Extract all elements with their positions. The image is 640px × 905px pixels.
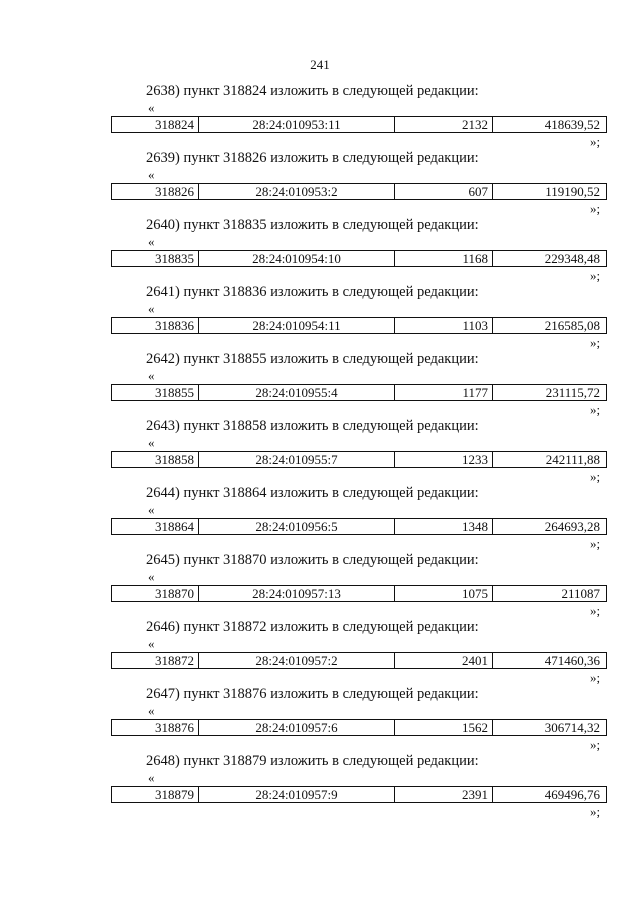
entry-heading: 2638) пункт 318824 изложить в следующей редакции: — [146, 83, 479, 99]
entry — [0, 753, 640, 820]
point-number-cell: 318879 — [112, 787, 199, 802]
area-cell: 2391 — [395, 787, 493, 802]
value-cell: 264693,28 — [544, 519, 600, 534]
value-cell: 216585,08 — [544, 318, 600, 333]
value-cell: 231115,72 — [545, 385, 600, 400]
entry-heading: 2644) пункт 318864 изложить в следующей редакции: — [146, 485, 479, 501]
cadastral-number-cell: 28:24:010955:7 — [199, 452, 395, 467]
table-row — [111, 317, 607, 334]
table-row — [111, 116, 607, 133]
value-cell: 119190,52 — [545, 184, 600, 199]
entry-heading: 2642) пункт 318855 изложить в следующей редакции: — [146, 351, 479, 367]
point-number-cell: 318876 — [112, 720, 199, 735]
cadastral-number-cell: 28:24:010955:4 — [199, 385, 395, 400]
entry-heading: 2639) пункт 318826 изложить в следующей редакции: — [146, 150, 479, 166]
open-quote: « — [148, 636, 155, 651]
point-number-cell: 318855 — [112, 385, 199, 400]
open-quote: « — [148, 569, 155, 584]
open-quote: « — [148, 703, 155, 718]
entry — [0, 686, 640, 753]
area-cell: 2132 — [395, 117, 493, 132]
value-cell: 242111,88 — [545, 452, 600, 467]
entry — [0, 217, 640, 284]
open-quote: « — [148, 435, 155, 450]
entry — [0, 552, 640, 619]
value-cell: 469496,76 — [544, 787, 600, 802]
cadastral-number-cell: 28:24:010957:2 — [199, 653, 395, 668]
table-row — [111, 518, 607, 535]
cadastral-number-cell: 28:24:010957:6 — [199, 720, 395, 735]
cadastral-number-cell: 28:24:010954:10 — [199, 251, 395, 266]
area-cell: 1103 — [395, 318, 493, 333]
cadastral-number-cell: 28:24:010953:11 — [199, 117, 395, 132]
entry-heading: 2641) пункт 318836 изложить в следующей редакции: — [146, 284, 479, 300]
area-cell: 1177 — [395, 385, 493, 400]
cadastral-number-cell: 28:24:010956:5 — [199, 519, 395, 534]
table-row — [111, 652, 607, 669]
value-cell: 229348,48 — [544, 251, 600, 266]
entry — [0, 418, 640, 485]
point-number-cell: 318858 — [112, 452, 199, 467]
point-number-cell: 318824 — [112, 117, 199, 132]
table-row — [111, 183, 607, 200]
cadastral-number-cell: 28:24:010957:9 — [199, 787, 395, 802]
open-quote: « — [148, 770, 155, 785]
entry-heading: 2643) пункт 318858 изложить в следующей редакции: — [146, 418, 479, 434]
close-quote: »; — [590, 134, 601, 149]
close-quote: »; — [590, 603, 601, 618]
close-quote: »; — [590, 469, 601, 484]
entry — [0, 619, 640, 686]
close-quote: »; — [590, 536, 601, 551]
area-cell: 1075 — [395, 586, 493, 601]
area-cell: 1233 — [395, 452, 493, 467]
area-cell: 1562 — [395, 720, 493, 735]
close-quote: »; — [590, 402, 601, 417]
open-quote: « — [148, 100, 155, 115]
area-cell: 607 — [395, 184, 493, 199]
entry — [0, 351, 640, 418]
entry — [0, 150, 640, 217]
point-number-cell: 318836 — [112, 318, 199, 333]
open-quote: « — [148, 368, 155, 383]
value-cell: 211087 — [561, 586, 600, 601]
point-number-cell: 318835 — [112, 251, 199, 266]
cadastral-number-cell: 28:24:010954:11 — [199, 318, 395, 333]
entry — [0, 284, 640, 351]
point-number-cell: 318872 — [112, 653, 199, 668]
area-cell: 1348 — [395, 519, 493, 534]
point-number-cell: 318826 — [112, 184, 199, 199]
page-number: 241 — [310, 57, 330, 72]
area-cell: 2401 — [395, 653, 493, 668]
value-cell: 471460,36 — [544, 653, 600, 668]
open-quote: « — [148, 234, 155, 249]
table-row — [111, 384, 607, 401]
open-quote: « — [148, 301, 155, 316]
close-quote: »; — [590, 737, 601, 752]
point-number-cell: 318870 — [112, 586, 199, 601]
entry-heading: 2640) пункт 318835 изложить в следующей редакции: — [146, 217, 479, 233]
value-cell: 418639,52 — [544, 117, 600, 132]
cadastral-number-cell: 28:24:010957:13 — [199, 586, 395, 601]
point-number-cell: 318864 — [112, 519, 199, 534]
close-quote: »; — [590, 201, 601, 216]
table-row — [111, 719, 607, 736]
entry-heading: 2647) пункт 318876 изложить в следующей редакции: — [146, 686, 479, 702]
open-quote: « — [148, 167, 155, 182]
table-row — [111, 451, 607, 468]
entry — [0, 83, 640, 150]
entry-heading: 2646) пункт 318872 изложить в следующей редакции: — [146, 619, 479, 635]
area-cell: 1168 — [395, 251, 493, 266]
table-row — [111, 585, 607, 602]
entry-heading: 2648) пункт 318879 изложить в следующей редакции: — [146, 753, 479, 769]
table-row — [111, 786, 607, 803]
close-quote: »; — [590, 335, 601, 350]
table-row — [111, 250, 607, 267]
entry — [0, 485, 640, 552]
value-cell: 306714,32 — [544, 720, 600, 735]
close-quote: »; — [590, 670, 601, 685]
close-quote: »; — [590, 268, 601, 283]
entry-heading: 2645) пункт 318870 изложить в следующей редакции: — [146, 552, 479, 568]
cadastral-number-cell: 28:24:010953:2 — [199, 184, 395, 199]
open-quote: « — [148, 502, 155, 517]
close-quote: »; — [590, 804, 601, 819]
